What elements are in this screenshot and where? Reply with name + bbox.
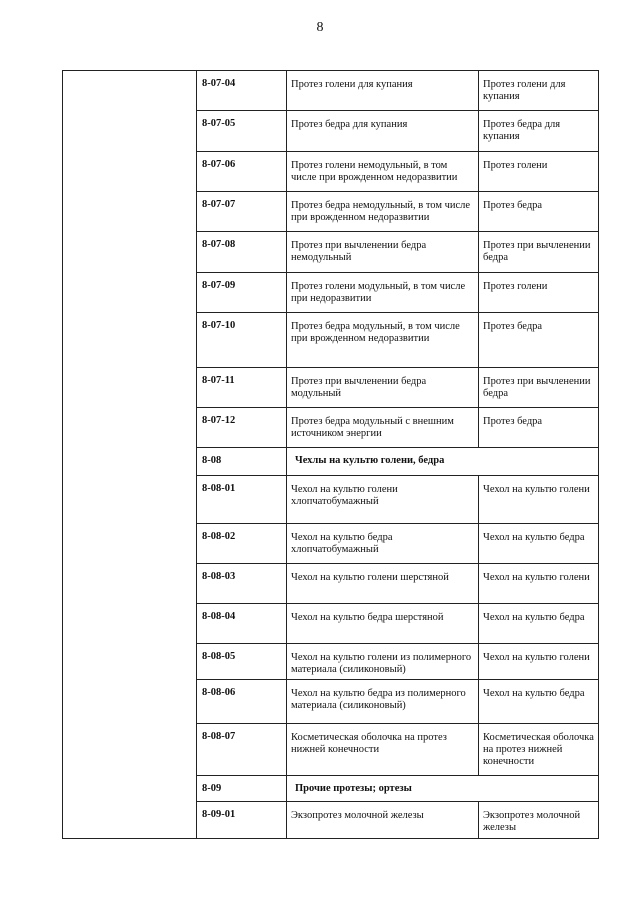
row-name: Косметическая оболочка на протез нижней конечности <box>287 724 479 776</box>
section-code: 8-09 <box>197 776 287 802</box>
row-name: Протез голени для купания <box>287 71 479 111</box>
page-number: 8 <box>316 20 324 35</box>
row-mapping: Протез бедра <box>479 408 599 448</box>
left-empty-column <box>63 71 197 839</box>
row-mapping: Чехол на культю голени <box>479 644 599 680</box>
row-mapping: Протез голени <box>479 273 599 313</box>
row-name: Протез бедра для купания <box>287 111 479 152</box>
row-name: Чехол на культю бедра хлопчатобумажный <box>287 524 479 564</box>
row-code: 8-08-01 <box>197 476 287 524</box>
row-code: 8-08-06 <box>197 680 287 724</box>
row-code: 8-07-11 <box>197 368 287 408</box>
section-title: Чехлы на культю голени, бедра <box>287 448 599 476</box>
row-code: 8-07-09 <box>197 273 287 313</box>
row-name: Чехол на культю голени из полимерного материала (силиконовый) <box>287 644 479 680</box>
row-code: 8-09-01 <box>197 802 287 839</box>
table-row <box>63 71 599 111</box>
row-mapping: Протез бедра <box>479 313 599 368</box>
row-mapping: Чехол на культю голени <box>479 476 599 524</box>
row-name: Протез бедра модульный с внешним источником энергии <box>287 408 479 448</box>
row-mapping: Чехол на культю бедра <box>479 524 599 564</box>
row-code: 8-07-08 <box>197 232 287 273</box>
row-name: Экзопротез молочной железы <box>287 802 479 839</box>
row-name: Чехол на культю голени хлопчатобумажный <box>287 476 479 524</box>
row-name: Протез голени немодульный, в том числе при врожденном недоразвитии <box>287 152 479 192</box>
row-mapping: Косметическая оболочка на протез нижней конечности <box>479 724 599 776</box>
row-mapping: Протез голени <box>479 152 599 192</box>
row-name: Чехол на культю бедра из полимерного материала (силиконовый) <box>287 680 479 724</box>
row-mapping: Протез бедра <box>479 192 599 232</box>
row-code: 8-08-02 <box>197 524 287 564</box>
row-mapping: Протез бедра для купания <box>479 111 599 152</box>
row-name: Протез при вычленении бедра немодульный <box>287 232 479 273</box>
row-mapping: Протез при вычленении бедра <box>479 368 599 408</box>
row-mapping: Протез голени для купания <box>479 71 599 111</box>
row-code: 8-07-06 <box>197 152 287 192</box>
product-table <box>62 70 599 839</box>
row-code: 8-07-05 <box>197 111 287 152</box>
row-mapping: Протез при вычленении бедра <box>479 232 599 273</box>
row-code: 8-07-10 <box>197 313 287 368</box>
row-mapping: Чехол на культю голени <box>479 564 599 604</box>
row-code: 8-07-04 <box>197 71 287 111</box>
row-code: 8-08-05 <box>197 644 287 680</box>
section-title: Прочие протезы; ортезы <box>287 776 599 802</box>
row-code: 8-07-07 <box>197 192 287 232</box>
row-name: Протез бедра немодульный, в том числе при врожденном недоразвитии <box>287 192 479 232</box>
row-name: Протез бедра модульный, в том числе при врожденном недоразвитии <box>287 313 479 368</box>
row-name: Протез голени модульный, в том числе при недоразвитии <box>287 273 479 313</box>
row-mapping: Чехол на культю бедра <box>479 604 599 644</box>
section-code: 8-08 <box>197 448 287 476</box>
row-name: Чехол на культю бедра шерстяной <box>287 604 479 644</box>
row-name: Протез при вычленении бедра модульный <box>287 368 479 408</box>
row-code: 8-08-07 <box>197 724 287 776</box>
row-mapping: Чехол на культю бедра <box>479 680 599 724</box>
row-mapping: Экзопротез молочной железы <box>479 802 599 839</box>
row-code: 8-08-03 <box>197 564 287 604</box>
row-code: 8-07-12 <box>197 408 287 448</box>
row-name: Чехол на культю голени шерстяной <box>287 564 479 604</box>
row-code: 8-08-04 <box>197 604 287 644</box>
